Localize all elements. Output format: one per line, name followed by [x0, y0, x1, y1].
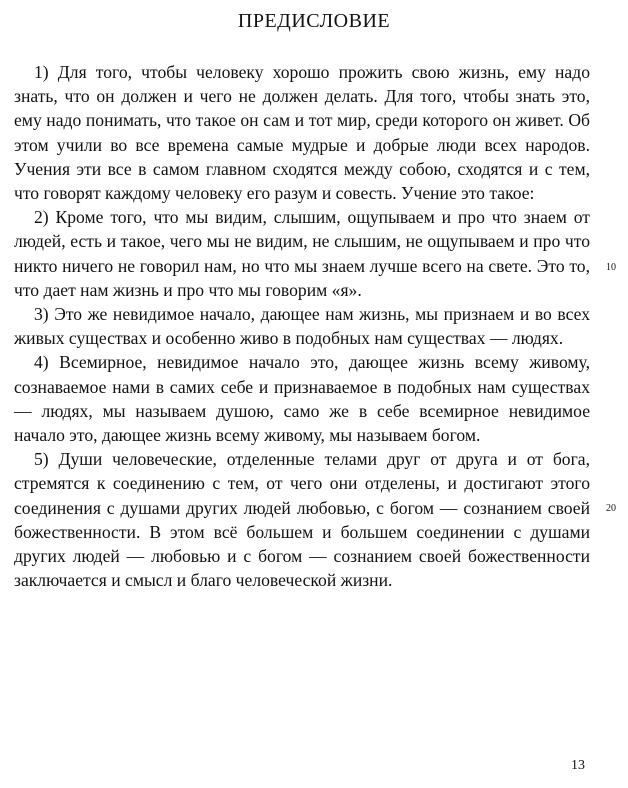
line-number-20: 20: [606, 503, 616, 514]
paragraph-3: 3) Это же невидимое начало, дающее нам жизнь, мы признаем и во всех живых существах и особенно живо в подобных нам существах — людях.: [14, 304, 590, 349]
paragraph-1: 1) Для того, чтобы человеку хорошо прожить свою жизнь, ему надо знать, что он должен и чего не должен делать. Для того, чтобы знать это, ему надо понимать, что такое он сам и тот мир, среди которого он живет. Об этом учили во все времена самые мудрые и добрые люди всех народов. Учения эти все в самом главном сходятся между собою, сходятся и с тем, что говорят каждому человеку его разум и совесть. Учение это такое:: [14, 62, 590, 204]
body-text: [14, 60, 590, 592]
page-title: ПРЕДИСЛОВИЕ: [237, 10, 391, 32]
paragraph-4: 4) Всемирное, невидимое начало это, дающее жизнь всему живому, сознаваемое нами в самих себе и признаваемое в подобных нам существах — людях, мы называем душою, само же в себе всемирное невидимое начало это, дающее жизнь всему живому, мы называем богом.: [14, 352, 590, 446]
paragraph-5: 5) Души человеческие, отделенные телами друг от друга и от бога, стремятся к соединению с тем, от чего они отделены, и достигают этого соединения с душами других людей любовью, с богом — сознанием своей божественности. В этом всё большем и большем соединении с душами других людей — любовью и с богом — сознанием своей божественности заключается и смысл и благо человеческой жизни.: [14, 449, 590, 591]
paragraph-2: 2) Кроме того, что мы видим, слышим, ощупываем и про что знаем от людей, есть и такое, чего мы не видим, не слышим, не ощупываем и про что никто ничего не говорил нам, но что мы знаем лучше всего на свете. Это то, что дает нам жизнь и про что мы говорим «я».: [14, 207, 590, 300]
line-number-10: 10: [606, 262, 616, 273]
page-number: 13: [571, 758, 585, 773]
